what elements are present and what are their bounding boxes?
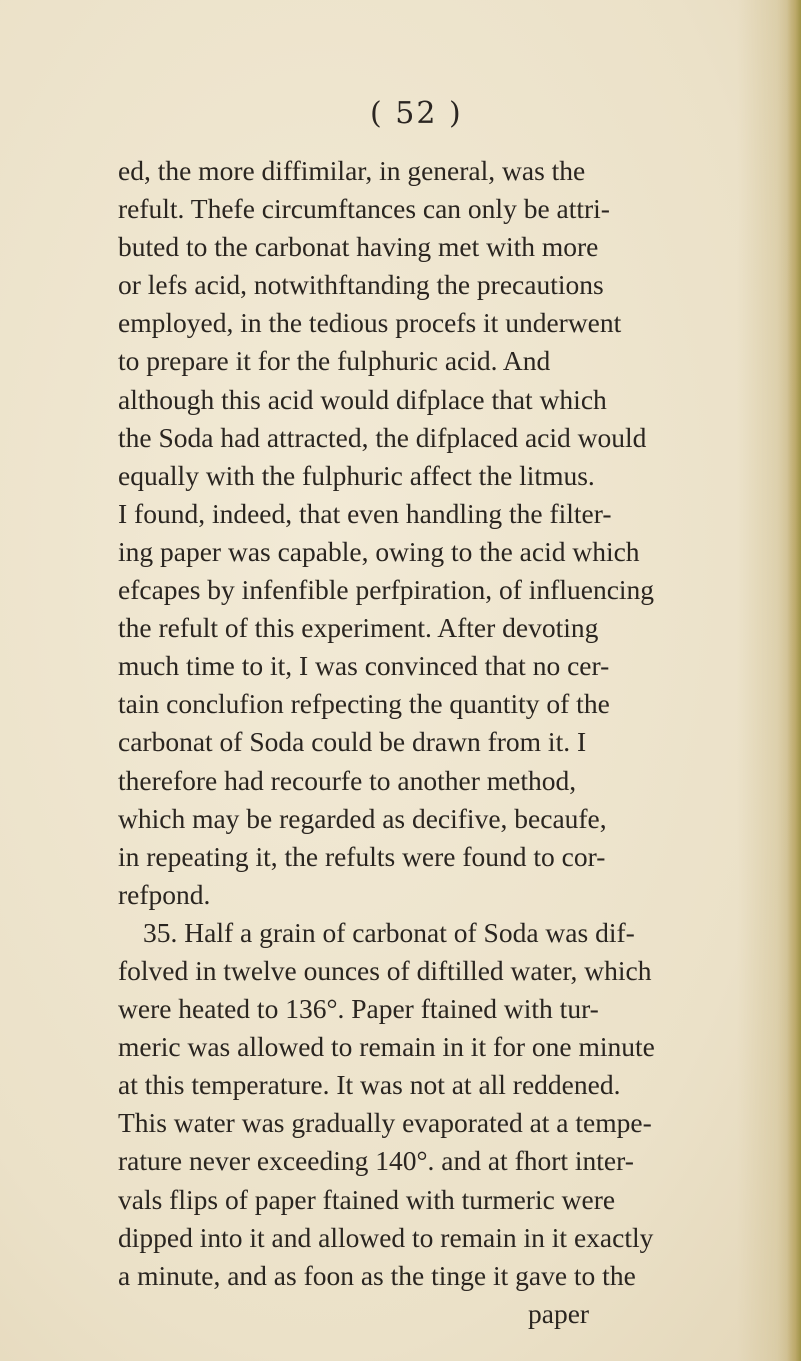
paragraph-start-line: 35. Half a grain of carbonat of Soda was dif- <box>143 916 635 948</box>
text-line: refpond. <box>118 878 211 910</box>
text-line: carbonat of Soda could be drawn from it. I <box>118 726 587 758</box>
body-text <box>118 152 798 1333</box>
text-line: at this temperature. It was not at all reddened. <box>118 1069 621 1101</box>
page-number-header: ( 52 ) <box>370 96 463 131</box>
text-line: a minute, and as foon as the tinge it gave to the <box>118 1259 636 1291</box>
text-line: were heated to 136°. Paper ftained with tur- <box>118 993 599 1025</box>
text-line: although this acid would difplace that which <box>118 383 607 415</box>
text-line: much time to it, I was convinced that no cer- <box>118 650 610 682</box>
text-line: I found, indeed, that even handling the filter- <box>118 497 612 529</box>
text-line: rature never exceeding 140°. and at fhort inter- <box>118 1145 634 1177</box>
text-line: equally with the fulphuric affect the litmus. <box>118 459 595 491</box>
text-line: the Soda had attracted, the difplaced acid would <box>118 421 647 453</box>
text-line: employed, in the tedious procefs it underwent <box>118 307 622 339</box>
text-line: refult. Thefe circumftances can only be attri- <box>118 193 610 225</box>
text-line: meric was allowed to remain in it for one minute <box>118 1031 655 1063</box>
text-line: vals flips of paper ftained with turmeric were <box>118 1183 616 1215</box>
text-line: in repeating it, the refults were found to cor- <box>118 840 606 872</box>
text-line: ing paper was capable, owing to the acid which <box>118 535 640 567</box>
text-line: tain conclufion refpecting the quantity of the <box>118 688 610 720</box>
text-line: This water was gradually evaporated at a tempe- <box>118 1107 652 1139</box>
catchword: paper <box>528 1297 590 1329</box>
text-line: ed, the more diffimilar, in general, was the <box>118 155 586 186</box>
text-line: folved in twelve ounces of diftilled water, which <box>118 954 652 986</box>
text-line: dipped into it and allowed to remain in it exactly <box>118 1221 654 1253</box>
text-line: the refult of this experiment. After devoting <box>118 612 599 644</box>
text-line: to prepare it for the fulphuric acid. And <box>118 345 551 377</box>
text-line: therefore had recourfe to another method, <box>118 764 577 796</box>
text-line: efcapes by infenfible perfpiration, of influencing <box>118 574 655 606</box>
text-line: buted to the carbonat having met with more <box>118 231 599 263</box>
text-line: or lefs acid, notwithftanding the precautions <box>118 269 604 301</box>
text-line: which may be regarded as decifive, becaufe, <box>118 802 607 834</box>
